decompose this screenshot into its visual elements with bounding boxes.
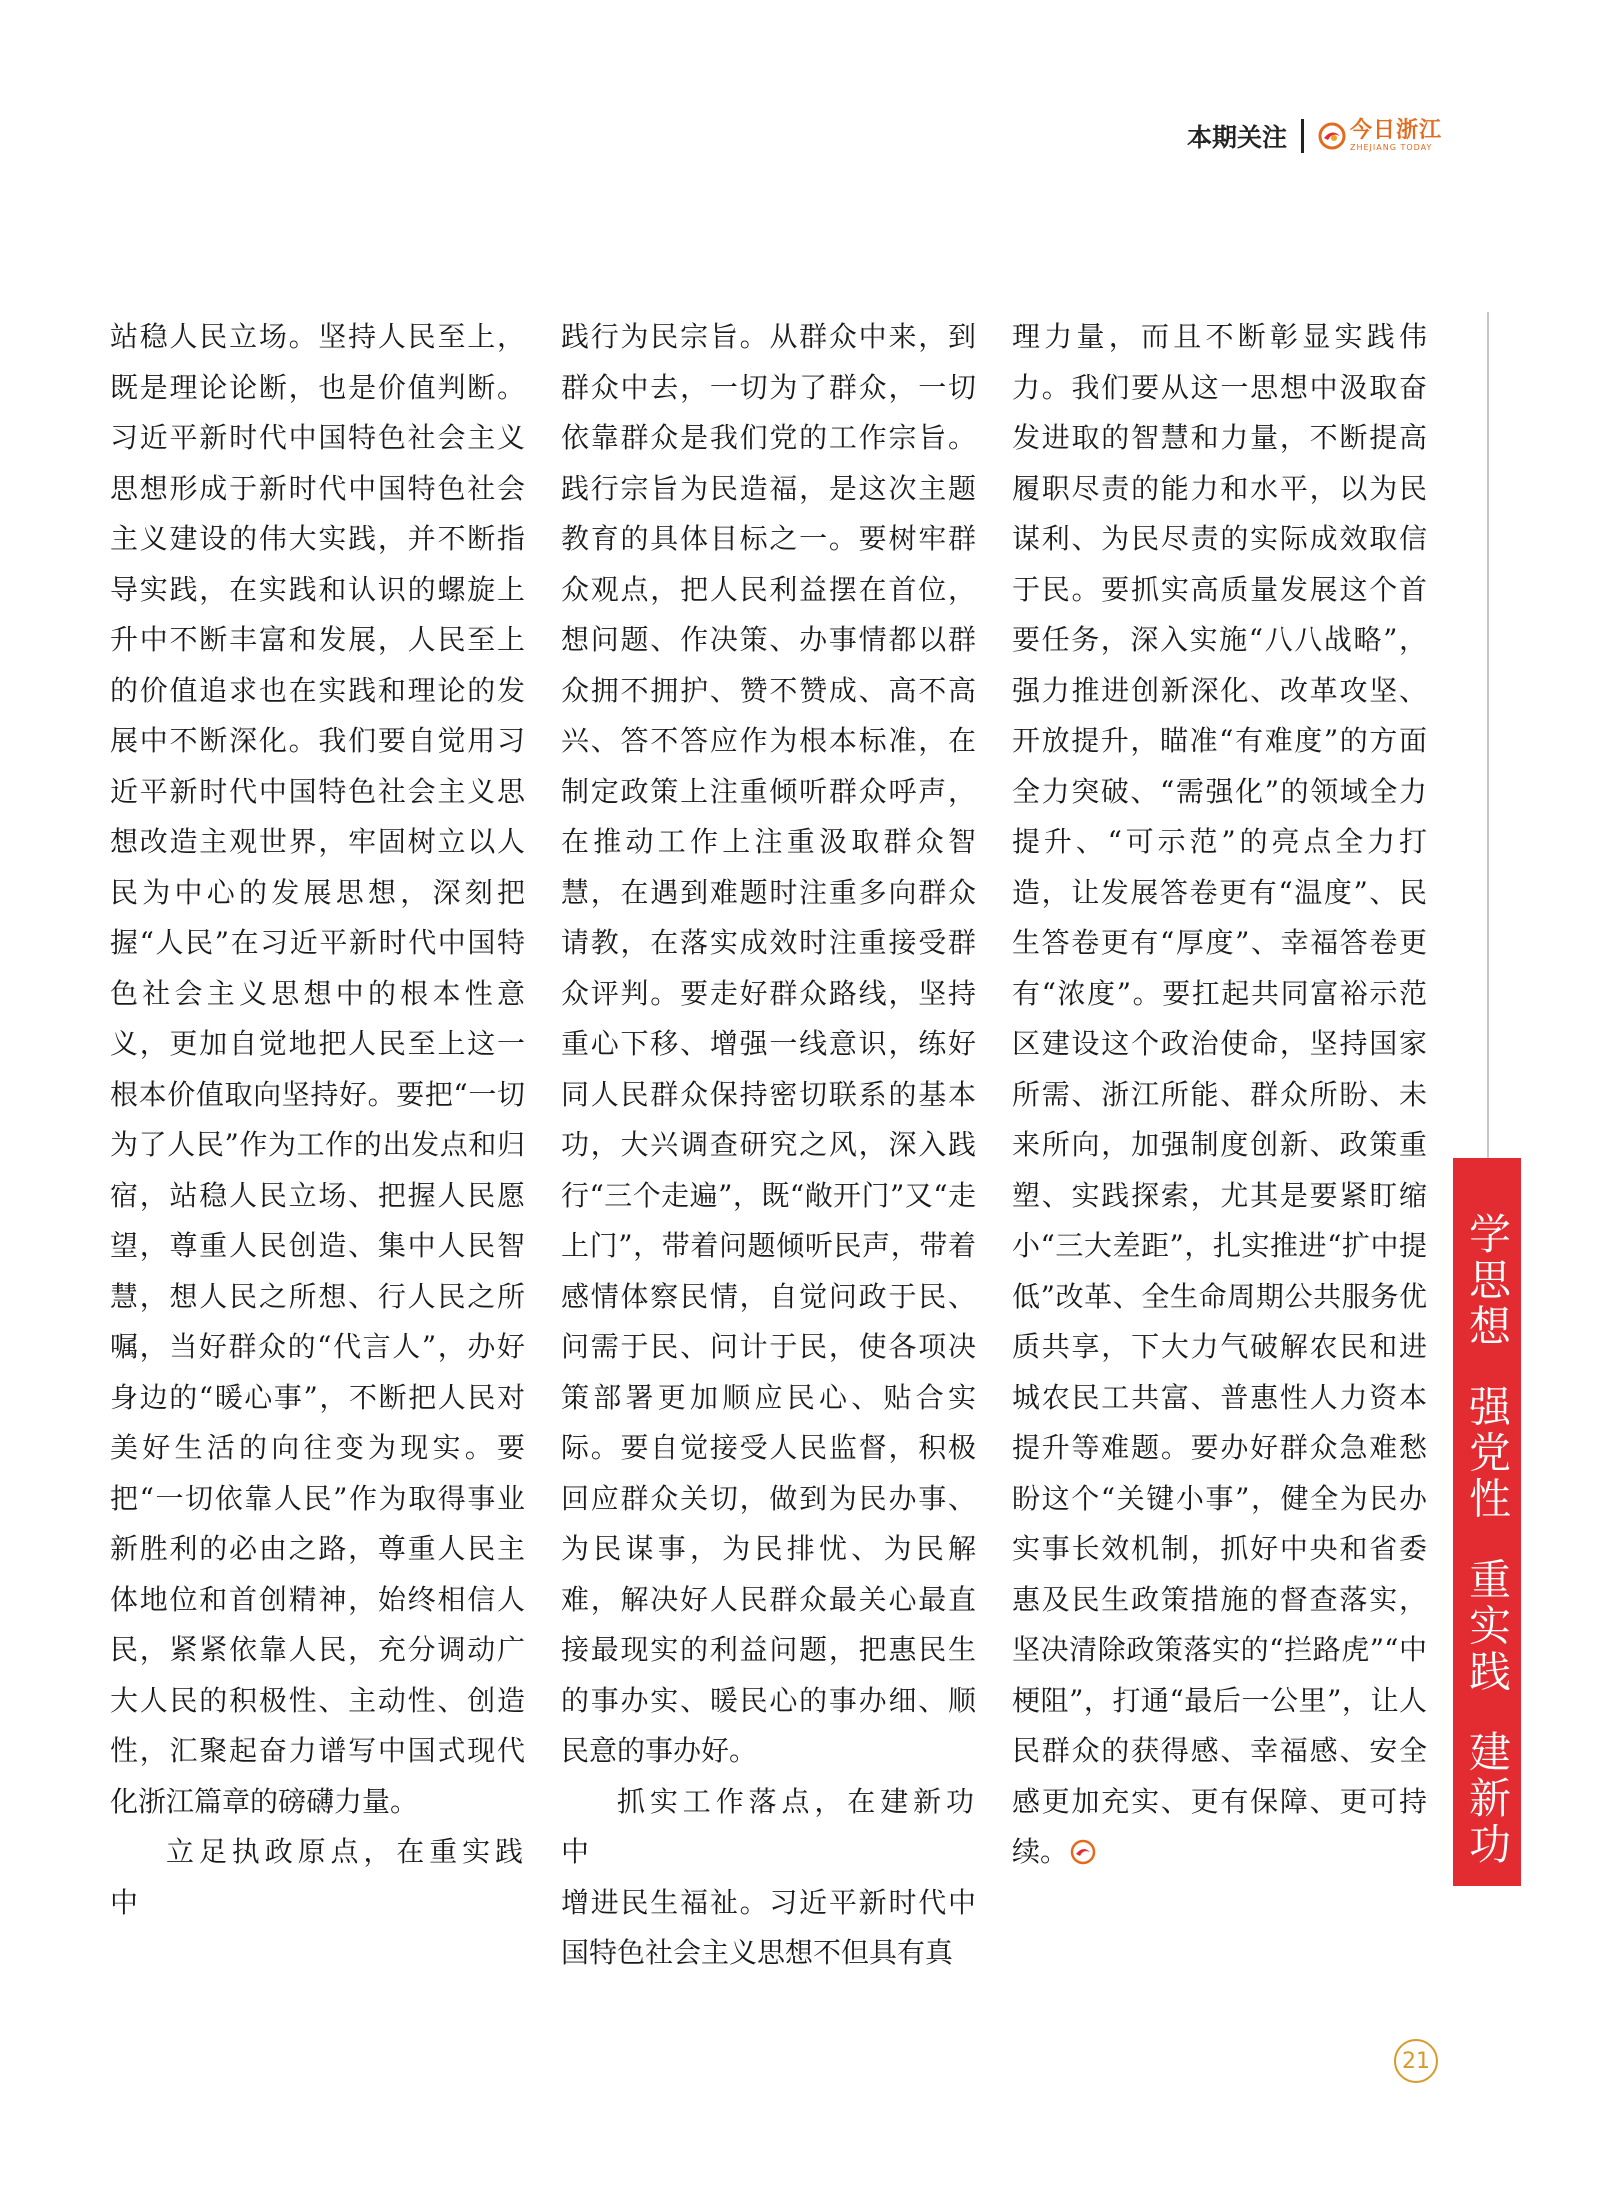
paragraph: 增进民生福祉。习近平新时代中国特色社会主义思想不但具有真	[561, 1885, 976, 1969]
brand-swirl-icon	[1318, 122, 1346, 150]
brand-name-en: ZHEJIANG TODAY	[1349, 143, 1433, 152]
article-column-2	[561, 312, 976, 1979]
brand-logo	[1318, 120, 1442, 152]
article-column-3	[1012, 312, 1427, 1878]
paragraph-text: 理力量，而且不断彰显实践伟力。我们要从这一思想中汲取奋发进取的智慧和力量，不断提高履职尽责的能力和水平，以为民谋利、为民尽责的实际成效取信于民。要抓实高质量发展这个首要任务，深入实施“八八战略”，强力推进创新深化、改革攻坚、开放提升，瞄准“有难度”的方面全力突破、“需强化”的领域全力提升、“可示范”的亮点全力打造，让发展答卷更有“温度”、民生答卷更有“厚度”、幸福答卷更有“浓度”。要扛起共同富裕示范区建设这个政治使命，坚持国家所需、浙江所能、群众所盼、未来所向，加强制度创新、政策重塑、实践探索，尤其是要紧盯缩小“三大差距”，扎实推进“扩中提低”改革、全生命周期公共服务优质共享，下大力气破解农民和进城农民工共富、普惠性人力资本提升等难题。要办好群众急难愁盼这个“关键小事”，健全为民办实事长效机制，抓好中央和省委惠及民生政策措施的督查落实，坚决清除政策落实的“拦路虎”“中梗阻”，打通“最后一公里”，让人民群众的获得感、幸福感、安全感更加充实、更有保障、更可持续。	[1012, 320, 1427, 1868]
page-number: 21	[1394, 2039, 1438, 2083]
side-tab	[1453, 1158, 1521, 1886]
section-heading: 立足执政原点，在重实践中	[110, 1835, 525, 1919]
vertical-rule	[1487, 312, 1489, 1172]
side-tab-text: 学思想 强党性 重实践 建新功	[1463, 1212, 1512, 1869]
article-column-1	[110, 312, 525, 1928]
header-divider	[1301, 119, 1304, 153]
end-mark-icon	[1070, 1839, 1096, 1865]
section-heading: 抓实工作落点，在建新功中	[561, 1784, 976, 1868]
paragraph	[1012, 312, 1427, 1878]
page-header	[1187, 118, 1442, 154]
brand-name-cn: 今日浙江	[1349, 118, 1442, 143]
paragraph: 践行为民宗旨。从群众中来，到群众中去，一切为了群众，一切依靠群众是我们党的工作宗旨。践行宗旨为民造福，是这次主题教育的具体目标之一。要树牢群众观点，把人民利益摆在首位，想问题、作决策、办事情都以群众拥不拥护、赞不赞成、高不高兴、答不答应作为根本标准，在制定政策上注重倾听群众呼声，在推动工作上注重汲取群众智慧，在遇到难题时注重多向群众请教，在落实成效时注重接受群众评判。要走好群众路线，坚持重心下移、增强一线意识，练好同人民群众保持密切联系的基本功，大兴调查研究之风，深入践行“三个走遍”，既“敞开门”又“走上门”，带着问题倾听民声，带着感情体察民情，自觉问政于民、问需于民、问计于民，使各项决策部署更加顺应民心、贴合实际。要自觉接受人民监督，积极回应群众关切，做到为民办事、为民谋事，为民排忧、为民解难，解决好人民群众最关心最直接最现实的利益问题，把惠民生的事办实、暖民心的事办细、顺民意的事办好。	[561, 320, 976, 1767]
paragraph: 站稳人民立场。坚持人民至上，既是理论论断，也是价值判断。习近平新时代中国特色社会主义思想形成于新时代中国特色社会主义建设的伟大实践，并不断指导实践，在实践和认识的螺旋上升中不断丰富和发展，人民至上的价值追求也在实践和理论的发展中不断深化。我们要自觉用习近平新时代中国特色社会主义思想改造主观世界，牢固树立以人民为中心的发展思想，深刻把握“人民”在习近平新时代中国特色社会主义思想中的根本性意义，更加自觉地把人民至上这一根本价值取向坚持好。要把“一切为了人民”作为工作的出发点和归宿，站稳人民立场、把握人民愿望，尊重人民创造、集中人民智慧，想人民之所想、行人民之所嘱，当好群众的“代言人”，办好身边的“暖心事”，不断把人民对美好生活的向往变为现实。要把“一切依靠人民”作为取得事业新胜利的必由之路，尊重人民主体地位和首创精神，始终相信人民，紧紧依靠人民，充分调动广大人民的积极性、主动性、创造性，汇聚起奋力谱写中国式现代化浙江篇章的磅礴力量。	[110, 320, 525, 1818]
section-label: 本期关注	[1186, 123, 1287, 152]
